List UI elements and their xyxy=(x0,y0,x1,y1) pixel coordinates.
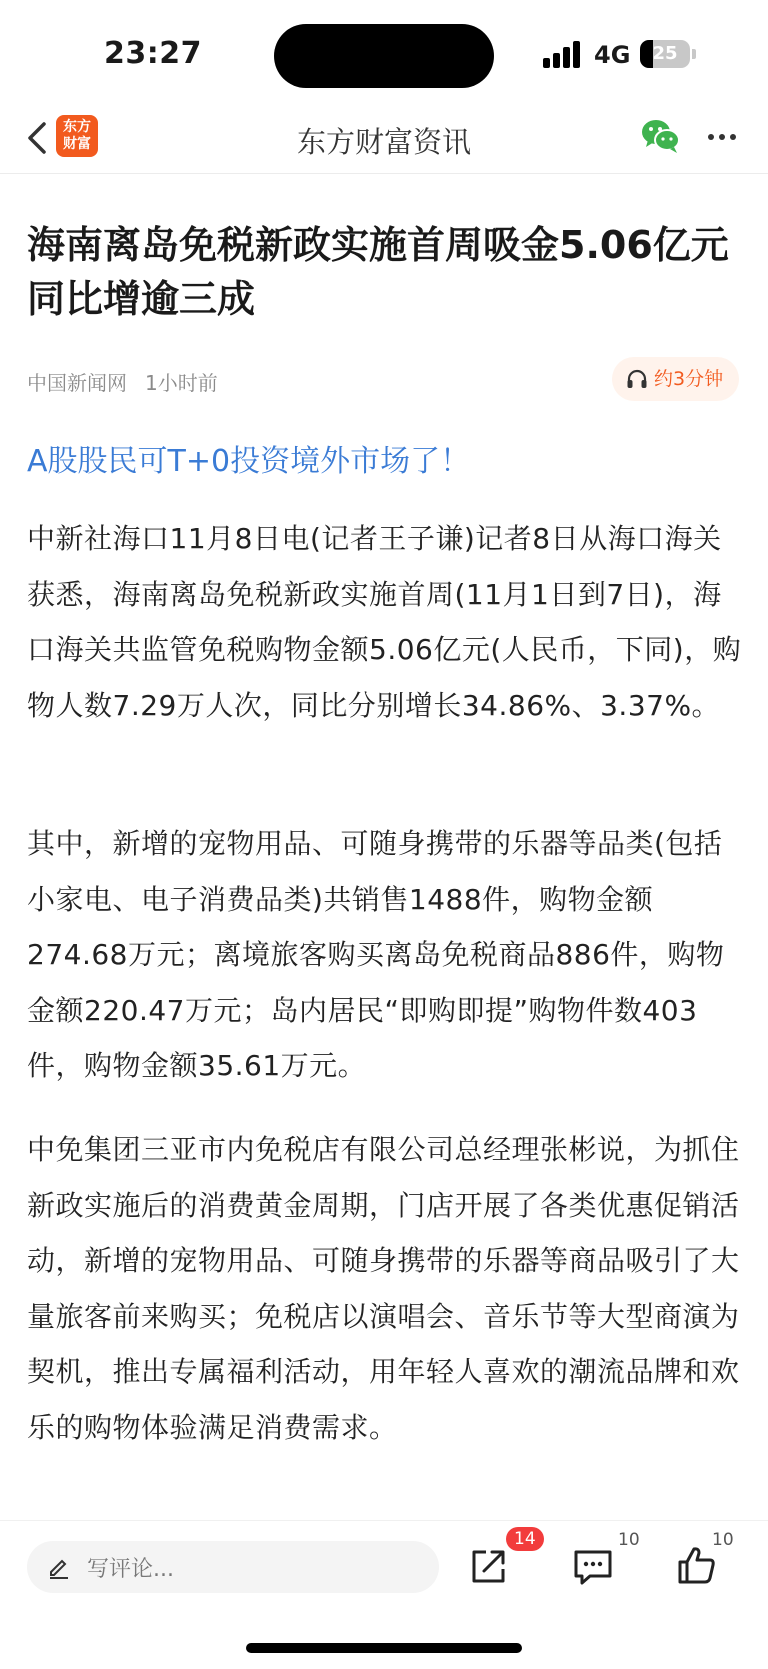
comment-icon[interactable] xyxy=(568,1541,618,1591)
signal-icon xyxy=(543,40,583,68)
pen-icon xyxy=(47,1555,71,1579)
share-count-badge: 14 xyxy=(506,1527,544,1551)
home-indicator[interactable] xyxy=(246,1643,522,1653)
headphones-icon xyxy=(626,369,648,389)
status-time: 23:27 xyxy=(104,36,202,71)
listen-duration: 约3分钟 xyxy=(654,368,724,390)
article-meta xyxy=(27,367,218,396)
dynamic-island xyxy=(274,24,494,88)
battery-percent: 25 xyxy=(652,43,678,64)
article-title: 海南离岛免税新政实施首周吸金5.06亿元同比增逾三成 xyxy=(27,223,729,321)
logo-text-bottom: 财富 xyxy=(63,136,91,152)
comment-input[interactable] xyxy=(27,1541,439,1593)
bottom-action-bar xyxy=(0,1520,768,1610)
like-count: 10 xyxy=(712,1530,734,1550)
nav-bar xyxy=(0,102,768,174)
article-paragraph: 中免集团三亚市内免税店有限公司总经理张彬说，为抓住新政实施后的消费黄金周期，门店开展了各类优惠促销活动，新增的宠物用品、可随身携带的乐器等商品吸引了大量旅客前来购买；免税店以演唱会、音乐节等大型商演为契机，推出专属福利活动，用年轻人喜欢的潮流品牌和欢乐的购物体验满足消费需求。 xyxy=(27,1133,740,1444)
page-title: 东方财富资讯 xyxy=(296,125,471,159)
network-label: 4G xyxy=(594,41,631,69)
battery-icon xyxy=(640,40,696,68)
article-paragraph: 其中，新增的宠物用品、可随身携带的乐器等品类(包括小家电、电子消费品类)共销售1488件，购物金额274.68万元；离境旅客购买离岛免税商品886件，购物金额220.47万元；岛内居民“即购即提”购物件数403件，购物金额35.61万元。 xyxy=(27,827,725,1082)
comment-placeholder: 写评论... xyxy=(87,1556,174,1582)
article-source[interactable]: 中国新闻网 xyxy=(27,371,127,395)
more-icon[interactable] xyxy=(706,124,738,150)
share-icon[interactable] xyxy=(464,1541,514,1591)
promo-link[interactable]: A股股民可T+0投资境外市场了！ xyxy=(27,444,471,479)
article-paragraph: 中新社海口11月8日电(记者王子谦)记者8日从海口海关获悉，海南离岛免税新政实施首周(11月1日到7日)，海口海关共监管免税购物金额5.06亿元(人民币，下同)，购物人数7.29万人次，同比分别增长34.86%、3.37%。 xyxy=(27,522,742,722)
wechat-icon[interactable] xyxy=(640,116,682,156)
listen-button[interactable] xyxy=(612,357,739,401)
comment-count: 10 xyxy=(618,1530,640,1550)
article-time: 1小时前 xyxy=(145,371,218,395)
logo-text-top: 东方 xyxy=(63,119,91,135)
status-bar xyxy=(0,0,768,100)
